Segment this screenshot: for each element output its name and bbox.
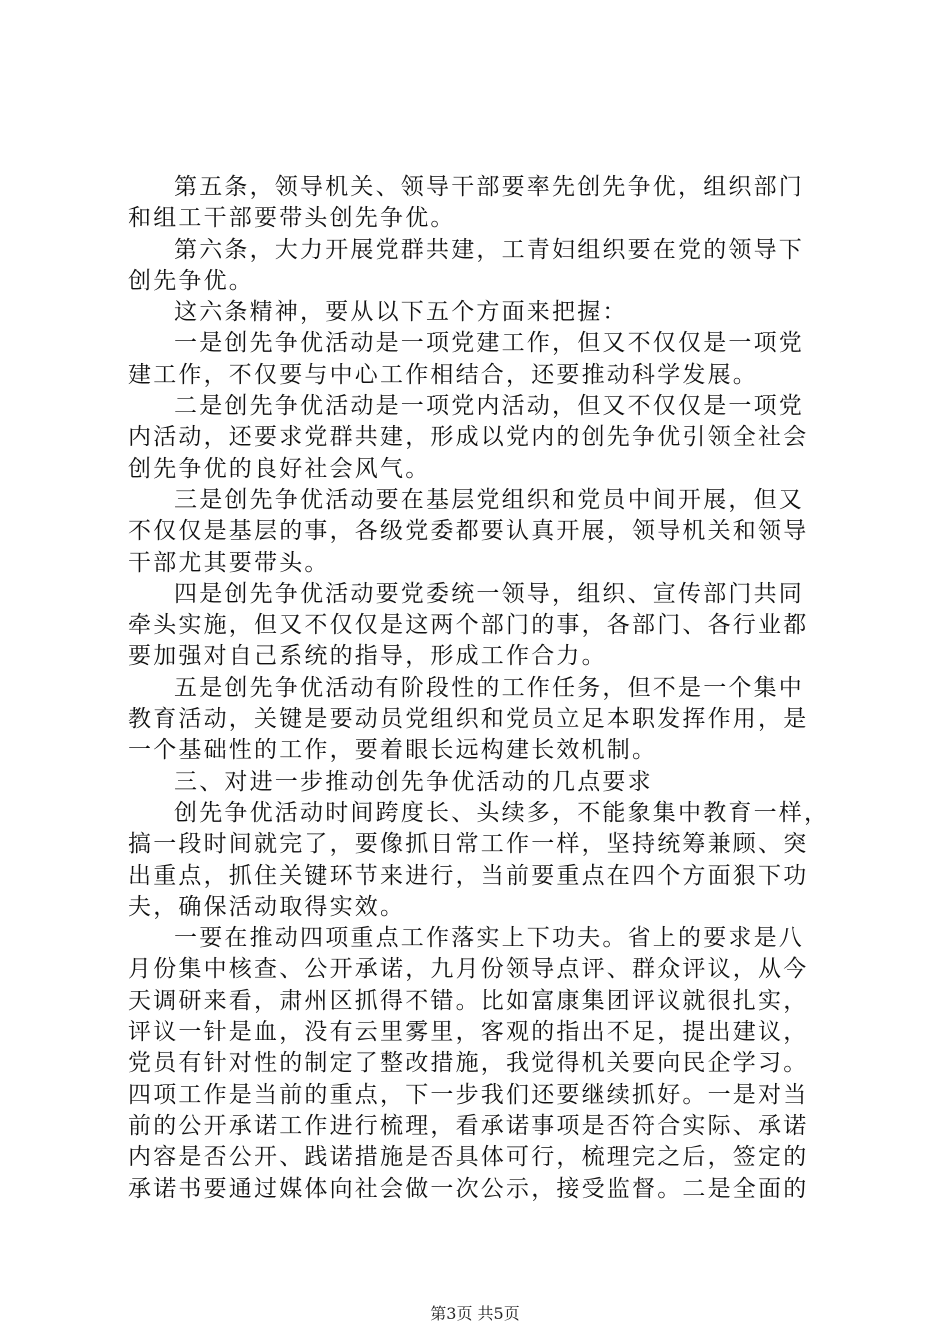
text-line: 天调研来看，肃州区抓得不错。比如富康集团评议就很扎实，: [128, 987, 809, 1014]
text-line: 三、对进一步推动创先争优活动的几点要求: [174, 768, 653, 795]
text-line: 第六条，大力开展党群共建，工青妇组织要在党的领导下: [174, 236, 804, 263]
text-line: 创先争优活动时间跨度长、头续多，不能象集中教育一样，: [174, 799, 830, 826]
text-line: 一个基础性的工作，要着眼长远构建长效机制。: [128, 737, 658, 764]
page-footer: 第3页 共5页: [430, 1304, 520, 1323]
text-line: 创先争优的良好社会风气。: [128, 455, 431, 482]
text-line: 建工作，不仅要与中心工作相结合，还要推动科学发展。: [128, 361, 758, 388]
text-line: 干部尤其要带头。: [128, 549, 330, 576]
text-line: 承诺书要通过媒体向社会做一次公示，接受监督。二是全面的: [128, 1175, 809, 1202]
text-line: 教育活动，关键是要动员党组织和党员立足本职发挥作用，是: [128, 706, 809, 733]
text-line: 前的公开承诺工作进行梳理，看承诺事项是否符合实际、承诺: [128, 1112, 809, 1139]
text-line: 第五条，领导机关、领导干部要率先创先争优，组织部门: [174, 174, 804, 200]
text-line: 党员有针对性的制定了整改措施，我觉得机关要向民企学习。: [128, 1050, 809, 1077]
text-line: 这六条精神，要从以下五个方面来把握：: [174, 299, 628, 326]
text-line: 四是创先争优活动要党委统一领导，组织、宣传部门共同: [174, 580, 804, 607]
text-line: 五是创先争优活动有阶段性的工作任务，但不是一个集中: [174, 674, 804, 701]
text-line: 和组工干部要带头创先争优。: [128, 205, 456, 232]
document-body: [128, 172, 840, 1205]
text-line: 内容是否公开、践诺措施是否具体可行，梳理完之后，签定的: [128, 1144, 809, 1171]
text-line: 一是创先争优活动是一项党建工作，但又不仅仅是一项党: [174, 330, 804, 357]
text-line: 牵头实施，但又不仅仅是这两个部门的事，各部门、各行业都: [128, 612, 809, 639]
text-line: 月份集中核查、公开承诺，九月份领导点评、群众评议，从今: [128, 956, 809, 983]
text-line: 评议一针是血，没有云里雾里，客观的指出不足，提出建议，: [128, 1019, 809, 1046]
text-line: 不仅仅是基层的事，各级党委都要认真开展，领导机关和领导: [128, 518, 809, 545]
text-line: 四项工作是当前的重点，下一步我们还要继续抓好。一是对当: [128, 1081, 809, 1108]
text-line: 要加强对自己系统的指导，形成工作合力。: [128, 643, 607, 670]
text-line: 夫，确保活动取得实效。: [128, 893, 406, 920]
text-line: 一要在推动四项重点工作落实上下功夫。省上的要求是八: [174, 925, 804, 952]
text-line: 内活动，还要求党群共建，形成以党内的创先争优引领全社会: [128, 424, 809, 451]
text-line: 出重点，抓住关键环节来进行，当前要重点在四个方面狠下功: [128, 862, 809, 889]
text-line: 二是创先争优活动是一项党内活动，但又不仅仅是一项党: [174, 393, 804, 420]
text-line: 三是创先争优活动要在基层党组织和党员中间开展，但又: [174, 486, 804, 513]
text-line: 创先争优。: [128, 267, 254, 294]
text-line: 搞一段时间就完了，要像抓日常工作一样，坚持统筹兼顾、突: [128, 831, 809, 858]
